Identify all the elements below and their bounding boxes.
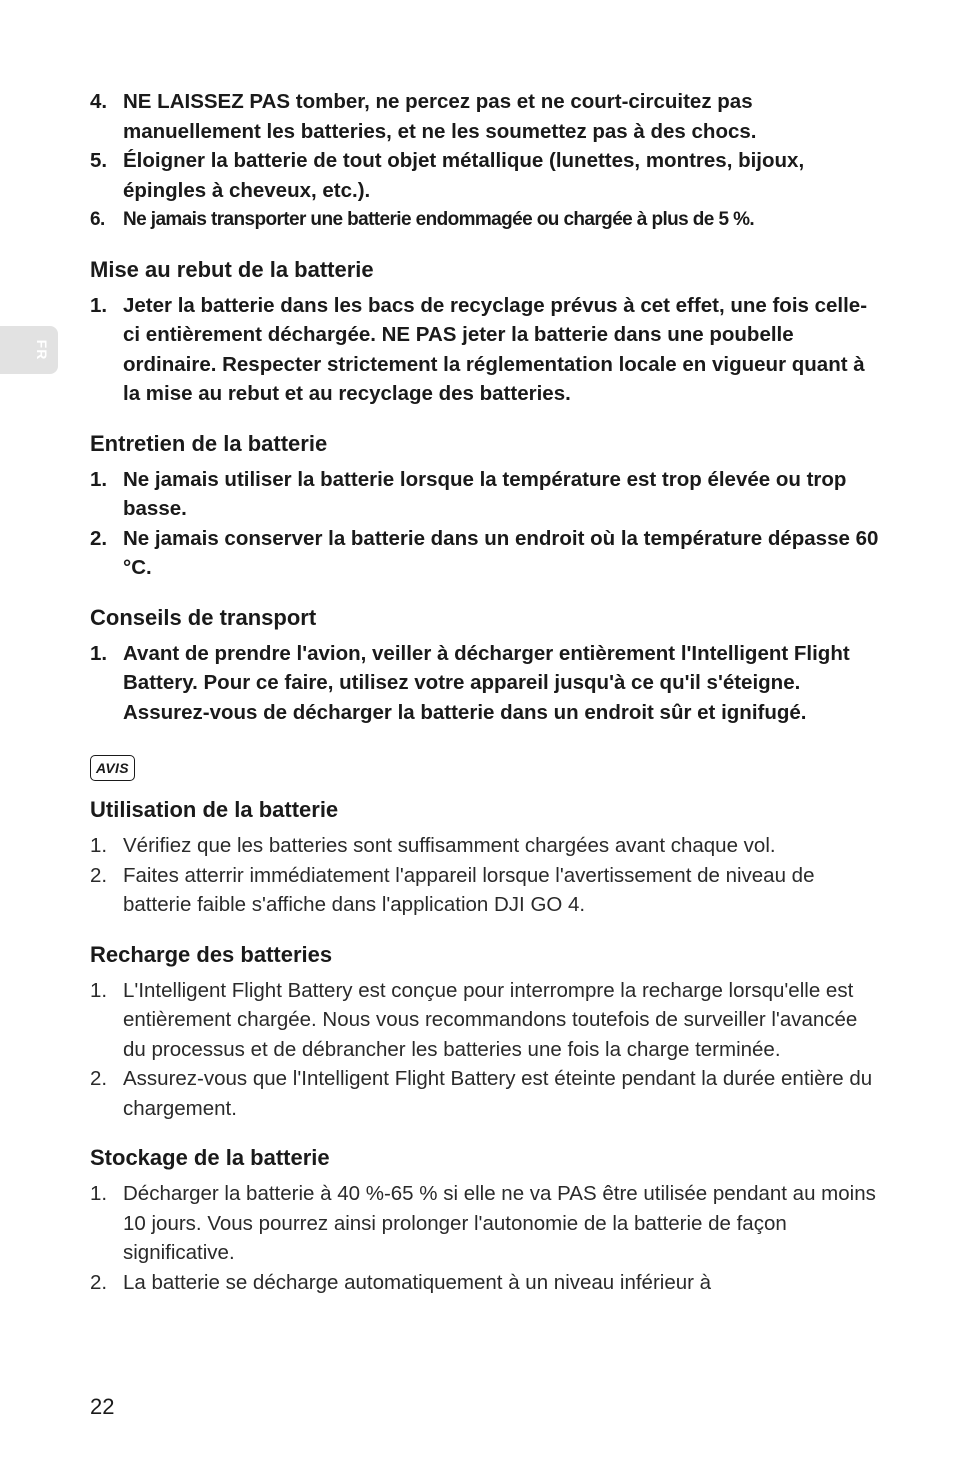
list-item: [90, 639, 880, 728]
list-item-text: NE LAISSEZ PAS tomber, ne percez pas et ne court-circuitez pas manuellement les batteries, et ne les soumettez pas à des chocs.: [123, 90, 757, 143]
section-heading-transport: Conseils de transport: [90, 604, 317, 630]
list-item: [90, 146, 880, 205]
list-item-number: 1.: [90, 293, 108, 317]
list-item: [90, 831, 880, 861]
list-item: [90, 524, 880, 583]
list-item-text: Avant de prendre l'avion, veiller à décharger entièrement l'Intelligent Flight Battery. Pour ce faire, utilisez votre appareil jusqu'à ce qu'il s'éteigne. Assurez-vous de décharger la batterie dans un endroit sûr et ignifugé.: [123, 641, 850, 724]
list-item-text: La batterie se décharge automatiquement à un niveau inférieur à: [123, 1270, 712, 1294]
section-heading-storage: Stockage de la batterie: [90, 1145, 330, 1170]
list-item-text: Ne jamais conserver la batterie dans un endroit où la température dépasse 60 °C.: [123, 526, 879, 579]
list-item: [90, 205, 880, 235]
list-item-text: Éloigner la batterie de tout objet métallique (lunettes, montres, bijoux, épingles à cheveux, etc.).: [123, 149, 805, 202]
list-item: [90, 861, 880, 920]
list-item-number: 2.: [90, 1270, 108, 1294]
language-tab: [0, 326, 58, 374]
list-item-number: 1.: [90, 834, 108, 857]
list-item-text: Ne jamais transporter une batterie endommagée ou chargée à plus de 5 %.: [123, 209, 755, 230]
list-item-number: 2.: [90, 1067, 108, 1090]
storage-list: [90, 1179, 880, 1297]
list-item: [90, 976, 880, 1065]
list-item: [90, 291, 880, 409]
list-item-number: 2.: [90, 863, 108, 887]
charging-list: [90, 976, 880, 1124]
list-item-text: Jeter la batterie dans les bacs de recyclage prévus à cet effet, une fois celle-ci entièrement déchargée. NE PAS jeter la batterie dans une poubelle ordinaire. Respecter strictement la réglementation locale en vigueur quant à la mise au rebut et au recyclage des batteries.: [123, 293, 868, 405]
list-item-number: 1.: [90, 978, 108, 1002]
page-content: [90, 87, 880, 1297]
warning-list-continued: [90, 87, 880, 205]
notice-badge: AVIS: [90, 755, 135, 781]
maintenance-list: [90, 465, 880, 583]
warning-list-condensed: [90, 205, 880, 235]
list-item: [90, 1179, 880, 1268]
transport-list: [90, 639, 880, 728]
section-heading-maintenance: Entretien de la batterie: [90, 430, 328, 456]
list-item-number: 2.: [90, 526, 108, 550]
page-number: 22: [90, 1394, 115, 1419]
list-item-text: Ne jamais utiliser la batterie lorsque la température est trop élevée ou trop basse.: [123, 467, 847, 520]
list-item-text: L'Intelligent Flight Battery est conçue pour interrompre la recharge lorsqu'elle est entièrement chargée. Nous vous recommandons toutefois de surveiller l'avancée du processus et de débrancher les batteries une fois la charge terminée.: [123, 978, 858, 1061]
language-tab-label: FR: [34, 339, 50, 361]
disposal-list: [90, 291, 880, 409]
list-item: [90, 465, 880, 524]
list-item-number: 5.: [90, 149, 108, 172]
list-item-number: 1.: [90, 641, 108, 665]
list-item-number: 1.: [90, 1182, 108, 1205]
list-item-number: 6.: [90, 209, 105, 230]
section-heading-charging: Recharge des batteries: [90, 941, 333, 967]
list-item-number: 4.: [90, 90, 108, 113]
list-item: [90, 87, 880, 146]
section-heading-disposal: Mise au rebut de la batterie: [90, 256, 374, 282]
list-item-number: 1.: [90, 467, 108, 491]
section-heading-usage: Utilisation de la batterie: [90, 797, 339, 822]
list-item-text: Assurez-vous que l'Intelligent Flight Battery est éteinte pendant la durée entière du chargement.: [123, 1067, 873, 1120]
list-item-text: Décharger la batterie à 40 %-65 % si elle ne va PAS être utilisée pendant au moins 10 jours. Vous pourrez ainsi prolonger l'autonomie de la batterie de façon significative.: [123, 1182, 876, 1264]
usage-list: [90, 831, 880, 920]
list-item-text: Faites atterrir immédiatement l'appareil lorsque l'avertissement de niveau de batterie faible s'affiche dans l'application DJI GO 4.: [123, 863, 815, 916]
list-item: [90, 1064, 880, 1123]
list-item: [90, 1268, 880, 1298]
list-item-text: Vérifiez que les batteries sont suffisamment chargées avant chaque vol.: [123, 834, 776, 857]
